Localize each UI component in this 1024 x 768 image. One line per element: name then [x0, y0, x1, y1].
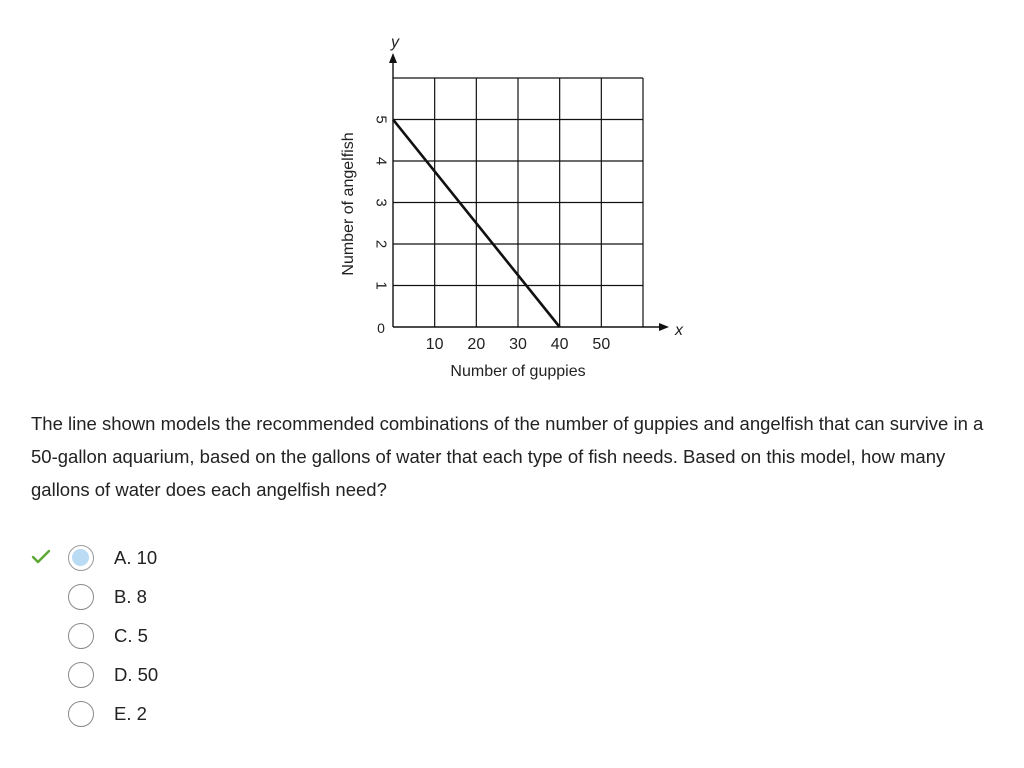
- x-tick-label: 10: [425, 336, 444, 353]
- y-tick-label: 4: [372, 156, 390, 166]
- check-icon: [31, 549, 51, 565]
- chart-grid: [393, 78, 643, 327]
- radio-button[interactable]: [68, 623, 94, 649]
- x-tick-label: 40: [550, 336, 569, 353]
- question-text: The line shown models the recommended combinations of the number of guppies and angelfish that can survive in a 50-gallon aquarium, based on the gallons of water that each type of fish needs. Based on this model, how many gallons of water does each angelfish need?: [31, 413, 984, 500]
- x-axis-letter: x: [675, 322, 683, 339]
- answer-choice[interactable]: [0, 538, 400, 577]
- choice-label: C. 5: [114, 624, 148, 646]
- radio-button[interactable]: [68, 662, 94, 688]
- check-slot: [0, 694, 68, 733]
- chart-tick-labels: [373, 115, 611, 353]
- x-tick-label: 30: [509, 336, 527, 353]
- choice-label: D. 50: [114, 663, 159, 685]
- x-axis-title: Number of guppies: [450, 363, 586, 380]
- chart-axis-labels: [340, 34, 684, 380]
- choice-label: E. 2: [114, 702, 147, 724]
- x-tick-label: 50: [592, 336, 611, 353]
- y-tick-label: 3: [372, 198, 390, 207]
- y-axis-arrow: [389, 53, 397, 63]
- check-slot: [0, 655, 68, 694]
- x-tick-label: 20: [467, 336, 486, 353]
- y-axis-title: Number of angelfish: [340, 132, 357, 276]
- check-slot: [0, 577, 68, 616]
- answer-choice[interactable]: [0, 694, 400, 733]
- answer-choice[interactable]: [0, 616, 400, 655]
- y-tick-label: 1: [372, 281, 390, 290]
- x-axis-arrow: [659, 323, 669, 331]
- y-tick-label: 5: [372, 115, 390, 124]
- radio-button[interactable]: [68, 545, 94, 571]
- choice-label: B. 8: [114, 585, 147, 607]
- y-axis-letter: y: [391, 34, 399, 51]
- answer-choice[interactable]: [0, 577, 400, 616]
- check-slot: [0, 538, 68, 577]
- check-slot: [0, 616, 68, 655]
- answer-choices: [0, 538, 400, 733]
- radio-button[interactable]: [68, 701, 94, 727]
- choice-label: A. 10: [114, 546, 158, 568]
- y-tick-label: 2: [372, 239, 390, 249]
- radio-button[interactable]: [68, 584, 94, 610]
- answer-choice[interactable]: [0, 655, 400, 694]
- origin-label: 0: [377, 320, 385, 336]
